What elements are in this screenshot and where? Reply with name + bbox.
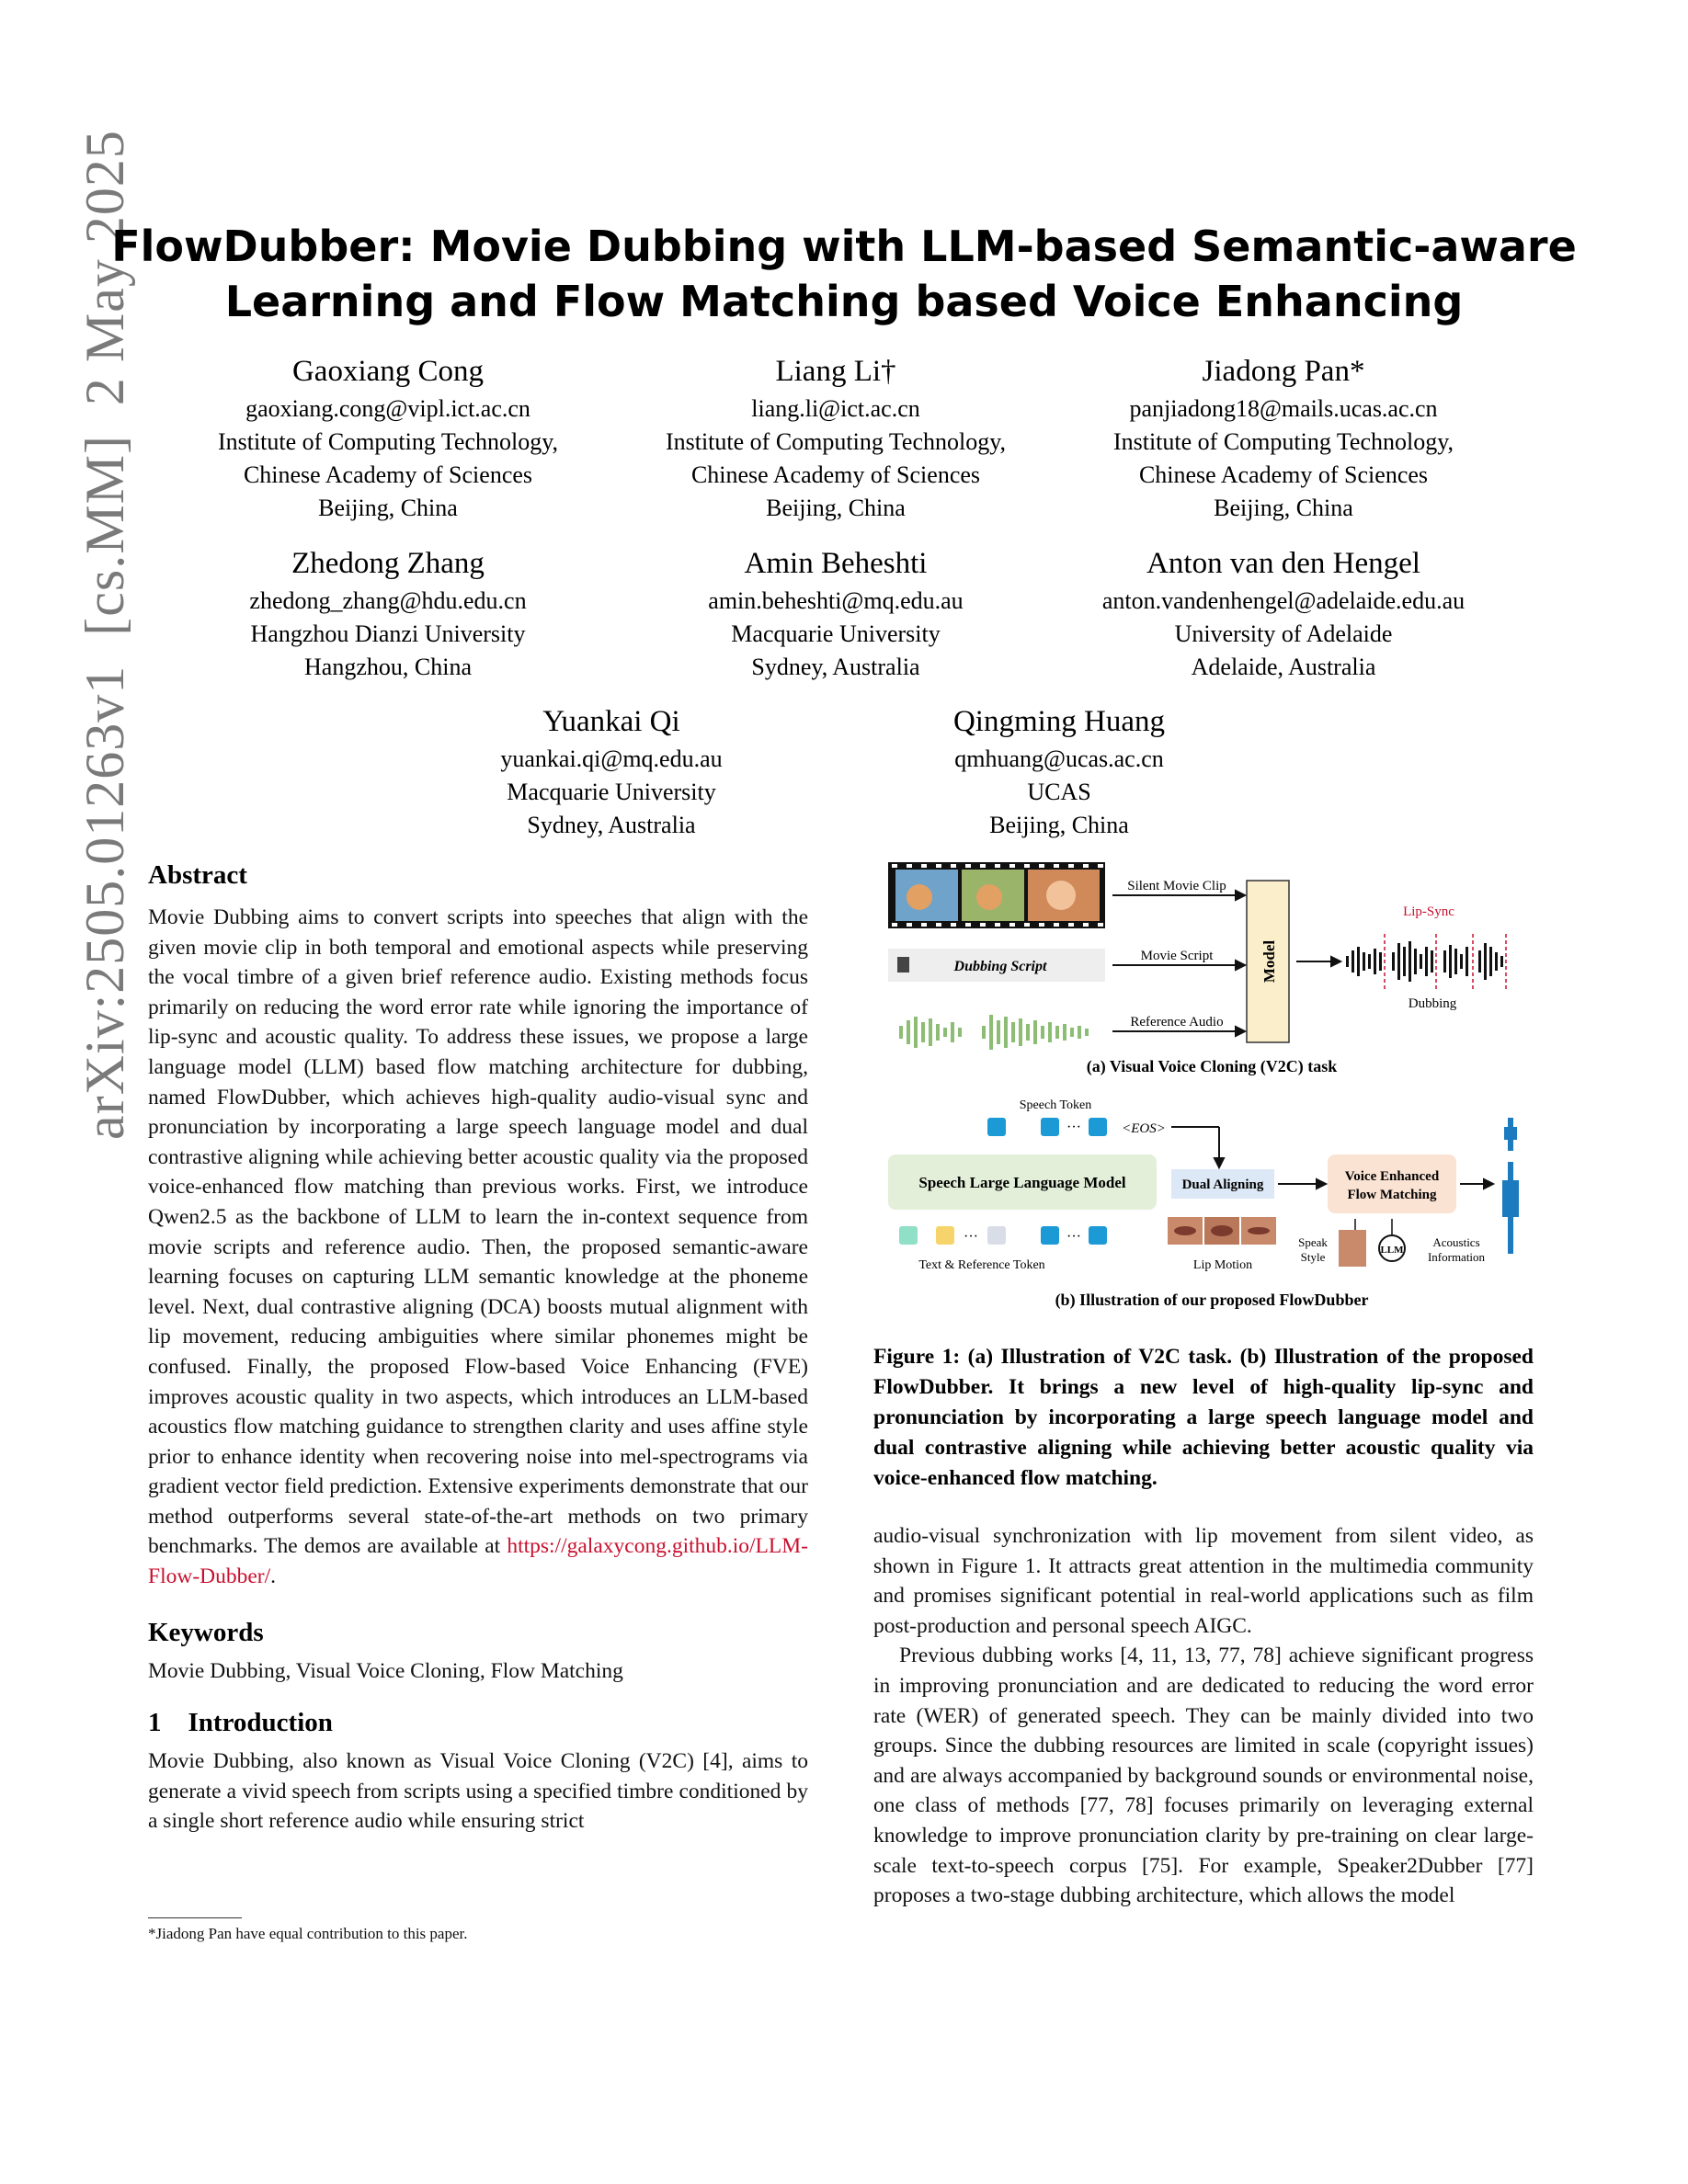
figure-caption: Figure 1: (a) Illustration of V2C task. (b) Illustration of the proposed FlowDubber. It brings a new level of high-quality lip-sync and pronunciation by incorporating a large speech language model and dual contrastive aligning while achieving better acoustic quality via voice-enhanced flow matching. (873, 1345, 1534, 1490)
output-waveform (1502, 1118, 1519, 1254)
author-name: Qingming Huang (952, 705, 1166, 738)
slm-label: Speech Large Language Model (918, 1174, 1126, 1191)
author-affiliation: Macquarie University (507, 779, 716, 805)
author-affiliation: Institute of Computing Technology, (665, 428, 1007, 455)
author-email: qmhuang@ucas.ac.cn (954, 745, 1164, 772)
author-name: Anton van den Hengel (1146, 547, 1420, 580)
title-line-1: FlowDubber: Movie Dubbing with LLM-based Semantic-aware (111, 222, 1577, 271)
vefm-label-line1: Voice Enhanced (1344, 1169, 1440, 1184)
author-block (597, 542, 1075, 684)
author-email: liang.li@ict.ac.cn (751, 395, 920, 422)
silent-clip-label: Silent Movie Clip (1127, 879, 1226, 893)
abstract-heading: Abstract (148, 860, 247, 890)
author-affiliation: Institute of Computing Technology, (1112, 428, 1454, 455)
input-ellipsis: ··· (1066, 1229, 1081, 1245)
subfigure-b-caption: (b) Illustration of our proposed FlowDubber (1055, 1291, 1369, 1309)
abstract-text (148, 903, 808, 1592)
speak-style-label-line1: Speak (1298, 1235, 1328, 1249)
author-location: Beijing, China (989, 812, 1129, 838)
subfigure-a-caption: (a) Visual Voice Cloning (V2C) task (1086, 1057, 1338, 1075)
acoustics-label-line1: Acoustics (1432, 1235, 1480, 1249)
intro-paragraph-2: Previous dubbing works [4, 11, 13, 77, 78] achieve significant progress in improving pronunciation and are dedicated to reducing the word error rate (WER) of generated speech. They can be mainly divided into two groups. Since the dubbing resources are limited in scale (copyright issues) and are always accompanied by background sounds or environmental noise, one class of methods [77, 78] focuses primarily on leveraging external knowledge to improve pronunciation clarity by pre-training on clear large-scale text-to-speech corpus [75]. For example, Speaker2Dubber [77] proposes a two-stage dubbing architecture, which allows the model (873, 1644, 1534, 1908)
author-block (1044, 542, 1523, 684)
footnote-rule (148, 1917, 242, 1918)
author-location: Beijing, China (766, 495, 906, 521)
intro-heading: 1 Introduction (148, 1708, 333, 1738)
speak-style-label-line2: Style (1300, 1250, 1326, 1264)
dubbing-script-box (888, 949, 1105, 982)
speech-token-label: Speech Token (1019, 1098, 1092, 1112)
author-affiliation: Institute of Computing Technology, (217, 428, 559, 455)
llm-icon (1379, 1235, 1405, 1261)
author-name: Amin Beheshti (744, 547, 928, 580)
reference-audio-label: Reference Audio (1130, 1015, 1224, 1029)
llm-icon-label: LLM (1380, 1245, 1404, 1256)
eos-arrow (1171, 1127, 1224, 1167)
dual-aligning-label: Dual Aligning (1181, 1177, 1264, 1192)
author-block (1044, 350, 1523, 525)
author-name: Jiadong Pan* (1202, 355, 1365, 388)
dubbing-waveform (1346, 941, 1503, 982)
author-block (372, 700, 850, 842)
figure-1 (881, 851, 1543, 1320)
left-column (148, 859, 808, 1837)
lip-sync-label: Lip-Sync (1403, 904, 1454, 919)
right-column (873, 1342, 1534, 1911)
token-ellipsis: ··· (1066, 1120, 1081, 1135)
author-name: Liang Li† (775, 355, 896, 388)
arxiv-stamp: arXiv:2505.01263v1 [cs.MM] 2 May 2025 (74, 130, 135, 1140)
author-name: Zhedong Zhang (291, 547, 485, 580)
abstract-body: Movie Dubbing aims to convert scripts into speeches that align with the given movie clip in both temporal and emotional aspects while preserving the vocal timbre of a given brief reference audio. Existing methods focus primarily on reducing the word error rate while ignoring the importance of lip-sync and acoustic quality. To address these issues, we propose a large language model (LLM) based flow matching architecture for dubbing, named FlowDubber, which achieves high-quality audio-visual sync and pronunciation by incorporating a large speech language model and dual contrastive aligning while achieving better acoustic quality via the proposed voice-enhanced flow matching than previous works. First, we introduce Qwen2.5 as the backbone of LLM to learn the in-context sequence from movie scripts and reference audio. Then, the proposed semantic-aware learning focuses on capturing LLM semantic knowledge at the phoneme level. Next, dual contrastive aligning (DCA) boosts mutual alignment with lip movement, reducing ambiguities where similar phonemes might be confused. Finally, the proposed Flow-based Voice Enhancing (FVE) improves acoustic quality in two aspects, which introduces an LLM-based acoustics flow matching guidance to strengthen clarity and uses affine style prior to enhance identity when recovering noise into mel-spectrograms via gradient vector field prediction. Extensive experiments demonstrate that our method outperforms several state-of-the-art methods on two primary benchmarks. The demos are available at (148, 905, 808, 1559)
lip-motion-label: Lip Motion (1192, 1258, 1253, 1272)
author-location: Sydney, Australia (527, 812, 696, 838)
intro-paragraph: Movie Dubbing, also known as Visual Voice Cloning (V2C) [4], aims to generate a vivid speech from scripts using a specified timbre conditioned by a single short reference audio while ensuring strict (148, 1749, 808, 1834)
dual-aligning-box (1171, 1169, 1274, 1199)
author-email: panjiadong18@mails.ucas.ac.cn (1129, 395, 1438, 422)
author-name: Gaoxiang Cong (291, 355, 485, 388)
vefm-output-arrow (1460, 1179, 1493, 1189)
author-location: Beijing, China (1214, 495, 1353, 521)
speech-tokens (987, 1118, 1107, 1136)
author-affiliation: Chinese Academy of Sciences (690, 461, 981, 488)
keywords-text: Movie Dubbing, Visual Voice Cloning, Flow Matching (148, 1658, 623, 1683)
film-strip (888, 862, 1105, 928)
eos-label: <EOS> (1122, 1121, 1166, 1136)
lip-motion-frames (1168, 1217, 1276, 1245)
vefm-box (1328, 1155, 1456, 1213)
dubbing-label: Dubbing (1408, 996, 1457, 1011)
movie-script-label: Movie Script (1140, 949, 1214, 963)
author-location: Sydney, Australia (751, 654, 920, 680)
paper-title (110, 219, 1578, 329)
speaker-thumbnail (1339, 1230, 1366, 1267)
author-location: Beijing, China (318, 495, 458, 521)
keywords-heading: Keywords (148, 1617, 264, 1647)
author-affiliation: Chinese Academy of Sciences (243, 461, 533, 488)
footnote: *Jiadong Pan have equal contribution to this paper. (148, 1925, 468, 1942)
model-label: Model (1260, 939, 1278, 984)
demo-link[interactable]: https://galaxycong.github.io/LLM-Flow-Dubber/ (148, 1534, 808, 1589)
author-email: zhedong_zhang@hdu.edu.cn (249, 587, 527, 614)
author-email: anton.vandenhengel@adelaide.edu.au (1101, 587, 1466, 614)
slm-box (888, 1155, 1157, 1210)
vefm-label-line2: Flow Matching (1347, 1188, 1437, 1202)
text-ref-token-label: Text & Reference Token (918, 1258, 1045, 1272)
author-location: Adelaide, Australia (1191, 654, 1376, 680)
abstract-end: . (270, 1564, 277, 1589)
reference-audio-wave (899, 1015, 1089, 1050)
model-box (1247, 881, 1289, 1042)
author-affiliation: Chinese Academy of Sciences (1138, 461, 1429, 488)
author-affiliation: Macquarie University (731, 620, 941, 647)
author-email: amin.beheshti@mq.edu.au (708, 587, 964, 614)
output-arrow (1296, 957, 1340, 966)
author-block (149, 350, 627, 525)
dubbing-script-label: Dubbing Script (953, 959, 1047, 974)
title-line-2: Learning and Flow Matching based Voice Enhancing (224, 277, 1464, 326)
acoustics-label-line2: Information (1427, 1250, 1486, 1264)
author-location: Hangzhou, China (304, 654, 472, 680)
intro-paragraph-continued: audio-visual synchronization with lip movement from silent video, as shown in Figure 1. It attracts great attention in the multimedia community and promises significant potential in real-world applications such as film post-production and personal speech AIGC. (873, 1524, 1534, 1638)
author-block (820, 700, 1298, 842)
input-ellipsis: ··· (964, 1229, 978, 1245)
author-name: Yuankai Qi (542, 705, 680, 738)
author-affiliation: UCAS (1027, 779, 1091, 805)
dual-to-vefm-arrow (1278, 1179, 1326, 1189)
author-affiliation: Hangzhou Dianzi University (250, 620, 526, 647)
author-block (597, 350, 1075, 525)
author-block (149, 542, 627, 684)
author-email: gaoxiang.cong@vipl.ict.ac.cn (245, 395, 530, 422)
author-email: yuankai.qi@mq.edu.au (500, 745, 723, 772)
author-affiliation: University of Adelaide (1174, 620, 1393, 647)
